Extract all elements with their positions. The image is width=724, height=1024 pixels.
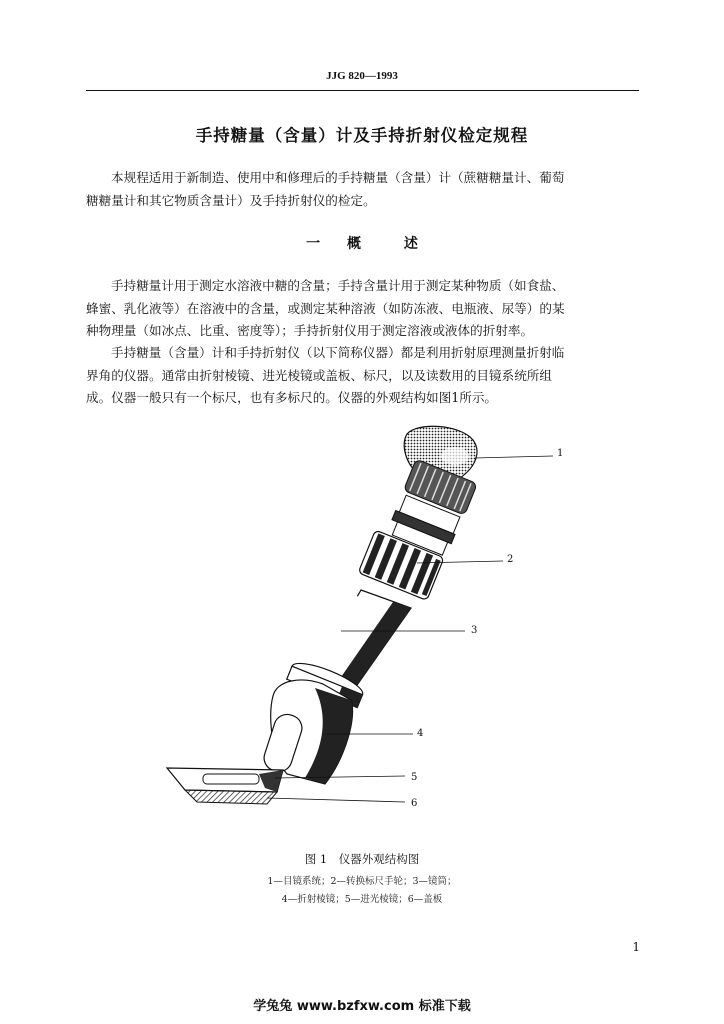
callout-3: 3 <box>471 625 478 636</box>
intro-line-1: 本规程适用于新制造、使用中和修理后的手持糖量（含量）计（蔗糖糖量计、葡萄 <box>111 170 565 185</box>
prism-housing <box>261 680 353 784</box>
callout-2: 2 <box>507 554 514 565</box>
prism-cover <box>167 768 283 804</box>
figure-caption: 图 1 仪器外观结构图 <box>304 852 420 866</box>
p1-line-1: 手持糖量计用于测定水溶液中糖的含量；手持含量计用于测定某种物质（如食盐、 <box>111 278 565 293</box>
callout-6: 6 <box>411 798 418 809</box>
section-heading <box>0 233 724 253</box>
header-code: JJG 820—1993 <box>326 70 398 82</box>
intro-paragraph <box>86 167 639 212</box>
callout-5: 5 <box>411 772 418 783</box>
p1-line-2: 蜂蜜、乳化液等）在溶液中的含量，或测定某种溶液（如防冻液、电瓶液、尿等）的某 <box>86 300 565 316</box>
p1-line-3: 种物理量（如冰点、比重、密度等）；手持折射仪用于测定溶液或液体的折射率。 <box>86 323 534 338</box>
intro-line-2: 糖糖量计和其它物质含量计）及手持折射仪的检定。 <box>86 192 376 208</box>
page-number: 1 <box>632 940 640 954</box>
p2-line-3: 成。仪器一般只有一个标尺，也有多标尺的。仪器的外观结构如图1所示。 <box>86 390 498 405</box>
figure-refractometer <box>155 418 575 818</box>
document-title: 手持糖量（含量）计及手持折射仪检定规程 <box>195 126 529 145</box>
p2-line-1: 手持糖量（含量）计和手持折射仪（以下简称仪器）都是利用折射原理测量折射临 <box>111 345 565 360</box>
section-number: 一 <box>306 236 321 252</box>
callout-1: 1 <box>557 448 564 459</box>
overview-paragraph-1 <box>86 275 639 343</box>
header-rule <box>86 90 639 91</box>
figure-legend-line-1: 1—目镜系统；2—转换标尺手轮；3—镜筒； <box>267 876 457 887</box>
figure-legend-line-2: 4—折射棱镜；5—进光棱镜；6—盖板 <box>281 894 443 905</box>
footer-watermark: 学兔兔 www.bzfxw.com 标准下载 <box>253 999 471 1014</box>
callout-4: 4 <box>417 728 424 739</box>
overview-paragraph-2 <box>86 342 639 410</box>
p2-line-2: 界角的仪器。通常由折射棱镜、进光棱镜或盖板、标尺，以及读数用的目镜系统所组 <box>86 367 552 383</box>
section-char-1: 概 <box>347 236 361 252</box>
refractometer-illustration <box>155 418 575 818</box>
section-char-2: 述 <box>403 236 418 252</box>
